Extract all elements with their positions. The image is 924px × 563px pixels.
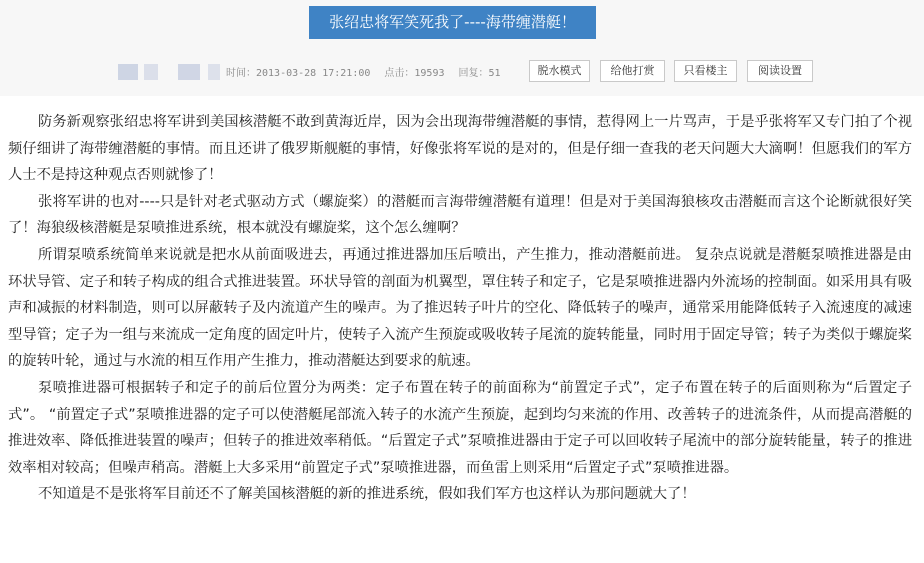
paragraph: 不知道是不是张将军目前还不了解美国核潜艇的新的推进系统，假如我们军方也这样认为那问题就大了！: [38, 486, 696, 503]
author-name-blurred: [178, 64, 200, 80]
post-body: [0, 96, 924, 508]
author-only-button[interactable]: 只看楼主: [674, 60, 737, 82]
paragraph: 防务新观察张绍忠将军讲到美国核潜艇不敢到黄海近岸，因为会出现海带缠潜艇的事情，惹得网上一片骂声，于是乎张将军又专门拍了个视频仔细讲了海带缠潜艇的事情。而且还讲了俄罗斯舰艇的事情，好像张将军说的是对的，但是仔细一查我的老天问题大大滴啊！但愿我们的军方人士不是持这种观点否则就惨了！: [8, 114, 912, 184]
time-label: 时间：: [226, 68, 256, 79]
paragraph: 所谓泵喷系统简单来说就是把水从前面吸进去，再通过推进器加压后喷出，产生推力，推动潜艇前进。 复杂点说就是潜艇泵喷推进器是由环状导管、定子和转子构成的组合式推进装置。环状导管的剖面为机翼型，罩住转子和定子，它是泵喷推进器内外流场的控制面。如采用具有吸声和减振的材料制造，则可以屏蔽转子及内流道产生的噪声。为了推迟转子叶片的空化、降低转子的噪声，通常采用能降低转子入流速度的减速型导管；定子为一组与来流成一定角度的固定叶片，使转子入流产生预旋或吸收转子尾流的旋转能量，同时用于固定导管；转子为类似于螺旋桨的旋转叶轮，通过与水流的相互作用产生推力，推动潜艇达到要求的航速。: [8, 246, 912, 370]
reading-settings-button[interactable]: 阅读设置: [747, 60, 813, 82]
post-meta-text: [226, 64, 501, 79]
click-count: 19593: [414, 68, 445, 79]
author-name-blurred-part: [208, 64, 220, 80]
post-time: 2013-03-28 17:21:00: [256, 68, 371, 79]
post-meta: [118, 59, 501, 84]
tip-author-button[interactable]: 给他打赏: [600, 60, 665, 82]
replies-label: 回复：: [458, 68, 489, 79]
post-header: [0, 0, 924, 96]
post-title: 张绍忠将军笑死我了----海带缠潜艇！: [309, 6, 596, 39]
reply-count: 51: [488, 68, 501, 79]
author-avatar-blurred: [118, 64, 138, 80]
paragraph: 泵喷推进器可根据转子和定子的前后位置分为两类：定子布置在转子的前面称为“前置定子式”，定子布置在转子的后面则称为“后置定子式”。 “前置定子式”泵喷推进器的定子可以使潜艇尾部流入转子的水流产生预旋，起到均匀来流的作用、改善转子的进流条件，从而提高潜艇的推进效率、降低推进装置的噪声；但转子的推进效率稍低。“后置定子式”泵喷推进器由于定子可以回收转子尾流中的部分旋转能量，转子的推进效率相对较高；但噪声稍高。潜艇上大多采用“前置定子式”泵喷推进器，而鱼雷上则采用“后置定子式”泵喷推进器。: [8, 379, 912, 476]
plain-mode-button[interactable]: 脱水模式: [529, 60, 590, 82]
author-avatar-blurred-part: [144, 64, 158, 80]
paragraph: 张将军讲的也对----只是针对老式驱动方式（螺旋桨）的潜艇而言海带缠潜艇有道理！但是对于美国海狼核攻击潜艇而言这个论断就很好笑了！海狼级核潜艇是泵喷推进系统，根本就没有螺旋桨，这个怎么缠啊？: [8, 193, 912, 237]
clicks-label: 点击：: [384, 68, 415, 79]
